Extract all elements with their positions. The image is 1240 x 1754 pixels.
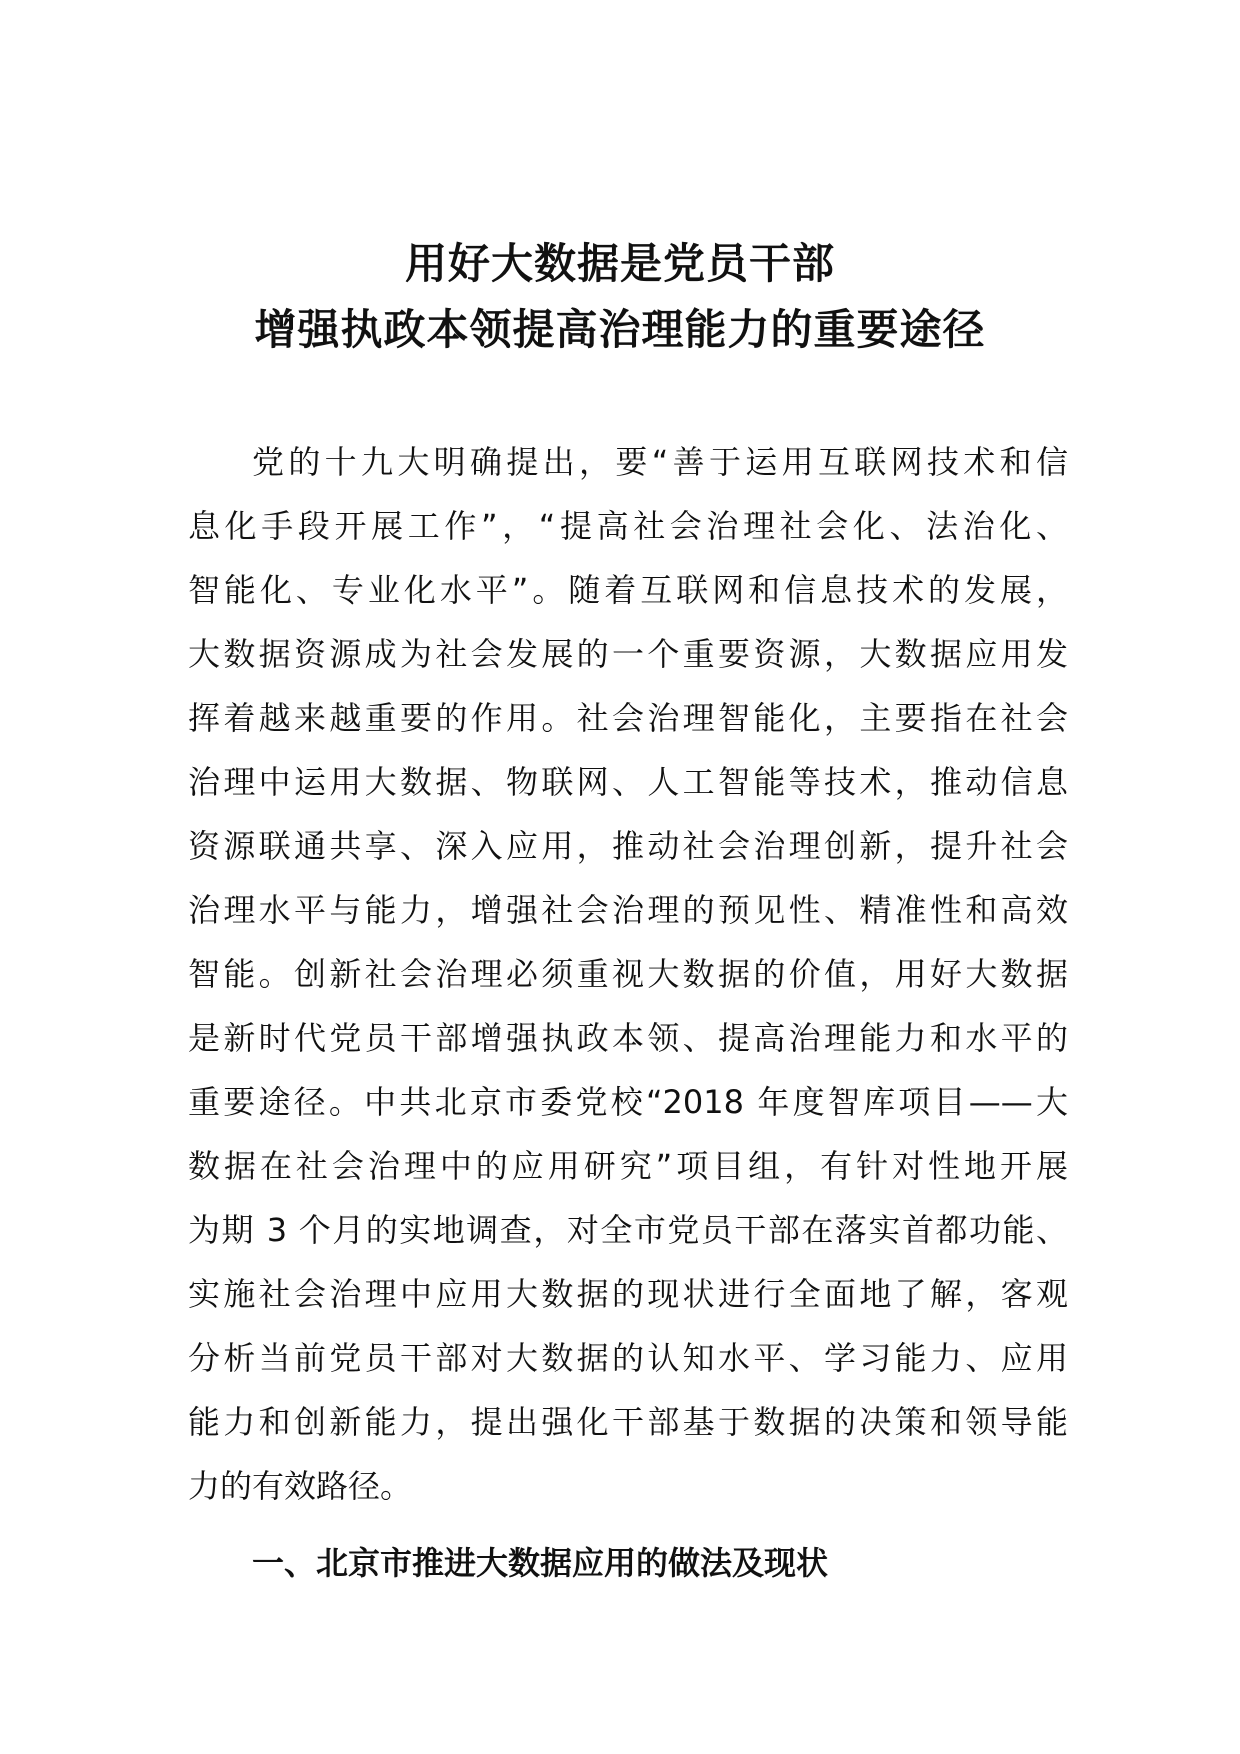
paragraph-line: 大数据资源成为社会发展的一个重要资源，大数据应用发 — [188, 635, 1068, 673]
paragraph-line: 为期 3 个月的实地调查，对全市党员干部在落实首都功能、 — [188, 1211, 1068, 1249]
paragraph-line: 实施社会治理中应用大数据的现状进行全面地了解，客观 — [188, 1275, 1068, 1313]
paragraph-line: 息化手段开展工作”，“提高社会治理社会化、法治化、 — [188, 507, 1068, 545]
paragraph-line: 治理水平与能力，增强社会治理的预见性、精准性和高效 — [188, 891, 1068, 929]
paragraph-line: 党的十九大明确提出，要“善于运用互联网技术和信 — [252, 443, 1068, 481]
paragraph-line: 数据在社会治理中的应用研究”项目组，有针对性地开展 — [188, 1147, 1068, 1185]
paragraph-line: 治理中运用大数据、物联网、人工智能等技术，推动信息 — [188, 763, 1068, 801]
paragraph-line: 重要途径。中共北京市委党校“2018 年度智库项目——大 — [188, 1083, 1068, 1121]
paragraph-line: 力的有效路径。 — [188, 1467, 413, 1505]
paragraph-line: 是新时代党员干部增强执政本领、提高治理能力和水平的 — [188, 1019, 1068, 1057]
paragraph-line: 挥着越来越重要的作用。社会治理智能化，主要指在社会 — [188, 699, 1068, 737]
paragraph-line: 智能化、专业化水平”。随着互联网和信息技术的发展， — [188, 571, 1068, 609]
document-title-line-1: 用好大数据是党员干部 — [404, 239, 835, 288]
paragraph-line: 分析当前党员干部对大数据的认知水平、学习能力、应用 — [188, 1339, 1068, 1377]
document-title-line-2: 增强执政本领提高治理能力的重要途径 — [254, 305, 986, 354]
paragraph-line: 能力和创新能力，提出强化干部基于数据的决策和领导能 — [188, 1403, 1068, 1441]
paragraph-line: 资源联通共享、深入应用，推动社会治理创新，提升社会 — [188, 827, 1068, 865]
section-heading: 一、北京市推进大数据应用的做法及现状 — [252, 1544, 829, 1582]
paragraph-line: 智能。创新社会治理必须重视大数据的价值，用好大数据 — [188, 955, 1068, 993]
intro-paragraph — [188, 430, 1068, 1518]
